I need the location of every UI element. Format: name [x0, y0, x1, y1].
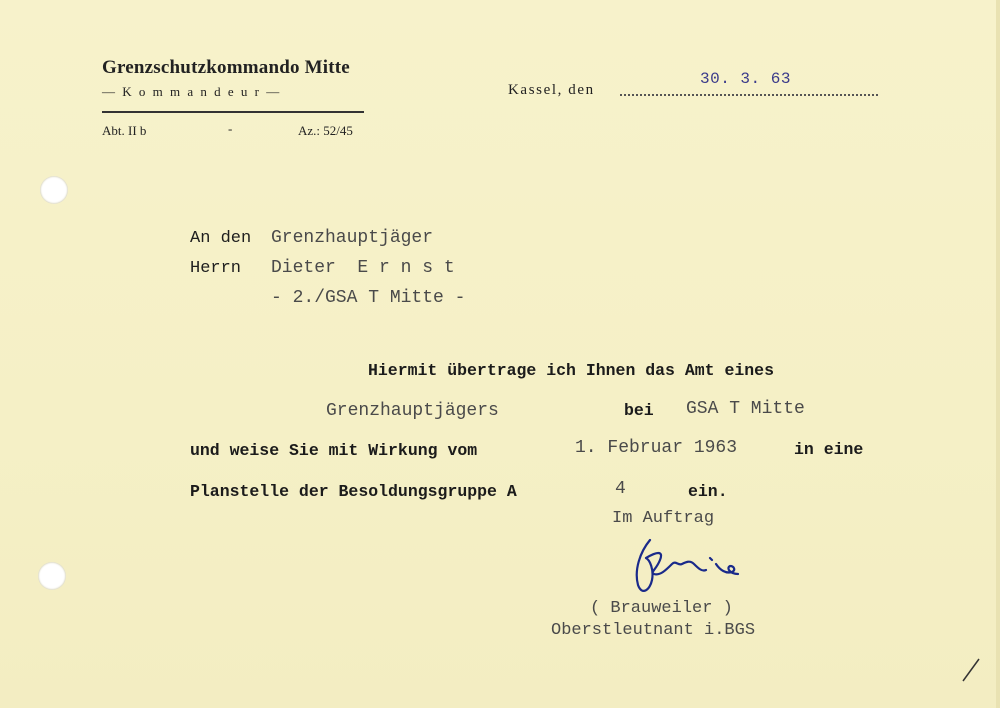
reference-number: Az.: 52/45: [298, 123, 353, 138]
signatory-rank: Oberstleutnant i.BGS: [551, 621, 756, 640]
body-line-1: Hiermit übertrage ich Ihnen das Amt eines: [368, 361, 774, 380]
body-pay-grade: 4: [615, 479, 626, 499]
section-dash: -: [228, 121, 233, 136]
body-line-4-suffix: ein.: [688, 482, 728, 501]
recipient-prefix-2: Herrn: [190, 259, 242, 278]
recipient-name: Dieter E r n s t: [271, 258, 455, 278]
punch-hole-top: [40, 176, 68, 204]
letterhead-rule: [102, 111, 364, 113]
body-line-4-prefix: Planstelle der Besoldungsgruppe A: [190, 482, 517, 501]
punch-hole-bottom: [38, 562, 66, 590]
section-label: Abt. II b: [102, 123, 147, 138]
signatory-name: ( Brauweiler ): [590, 599, 733, 618]
signature-image: [620, 530, 750, 600]
im-auftrag: Im Auftrag: [612, 509, 715, 528]
recipient-unit: - 2./GSA T Mitte -: [271, 288, 466, 308]
department-label: — K o m m a n d e u r —: [102, 84, 282, 99]
place-label: Kassel, den: [508, 82, 595, 98]
body-bei: bei: [624, 401, 654, 420]
organization-name: Grenzschutzkommando Mitte: [102, 57, 350, 78]
corner-mark: [955, 655, 985, 685]
date-stamp: 30. 3. 63: [700, 70, 791, 88]
paper-edge: [996, 0, 1000, 708]
recipient-prefix-1: An den: [190, 229, 252, 248]
body-unit: GSA T Mitte: [686, 399, 805, 419]
body-line-3-suffix: in eine: [794, 440, 864, 459]
body-effective-date: 1. Februar 1963: [575, 438, 738, 458]
recipient-title: Grenzhauptjäger: [271, 228, 434, 248]
date-dotted-line: [620, 94, 878, 96]
body-appointment-title: Grenzhauptjägers: [326, 401, 499, 421]
body-line-3-prefix: und weise Sie mit Wirkung vom: [190, 441, 478, 460]
